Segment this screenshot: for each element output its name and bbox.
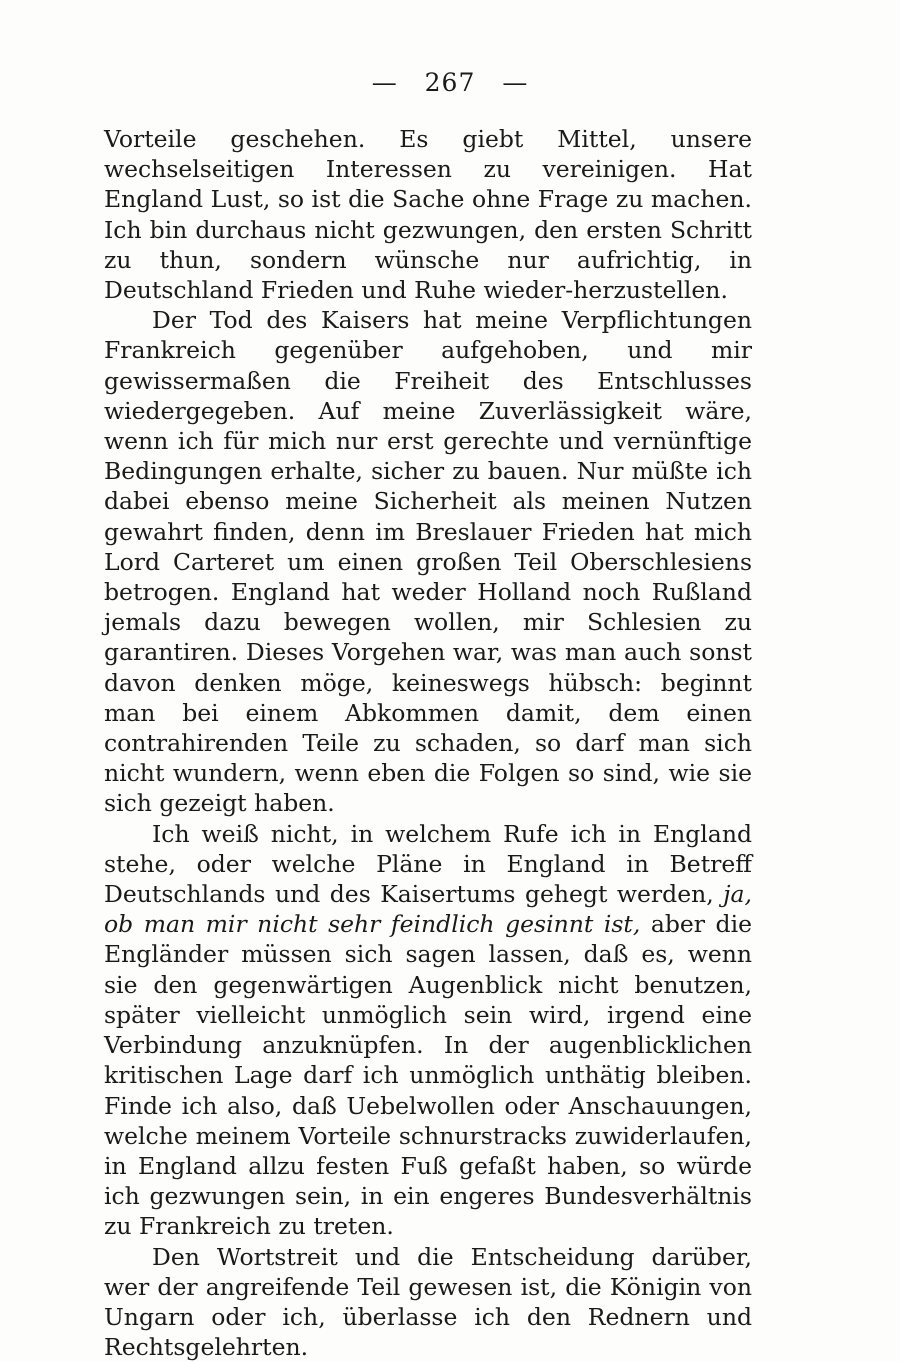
paragraph-2: Der Tod des Kaisers hat meine Verpflichtungen Frankreich gegenüber aufgehoben, und mir gewissermaßen die Freiheit des Entschlusses wiedergegeben. Auf meine Zuverlässigkeit wäre, wenn ich für mich nur erst gerechte und vernünftige Bedingungen erhalte, sicher zu bauen. Nur müßte ich dabei ebenso meine Sicherheit als meinen Nutzen gewahrt finden, denn im Breslauer Frieden hat mich Lord Carteret um einen großen Teil Oberschlesiens betrogen. England hat weder Holland noch Rußland jemals dazu bewegen wollen, mir Schlesien zu garantiren. Dieses Vorgehen war, was man auch sonst davon denken möge, keineswegs hübsch: beginnt man bei einem Abkommen damit, dem einen contrahirenden Teile zu schaden, so darf man sich nicht wundern, wenn eben die Folgen so sind, wie sie sich gezeigt haben. [104, 306, 752, 818]
paragraph-3-text-before: Ich weiß nicht, in welchem Rufe ich in England stehe, oder welche Pläne in England in Betreff Deutschlands und des Kaisertums gehegt werden, [104, 819, 752, 909]
header-dash-right: — [502, 68, 529, 97]
paragraph-4: Den Wortstreit und die Entscheidung darüber, wer der angreifende Teil gewesen ist, die Königin von Ungarn oder ich, überlasse ich den Rednern und Rechtsgelehrten. [104, 1242, 752, 1362]
header-dash-left: — [371, 68, 398, 97]
paragraph-3-text-after: aber die Engländer müssen sich sagen lassen, daß es, wenn sie den gegenwärtigen Augenblick nicht benutzen, später vielleicht unmöglich sein wird, irgend eine Verbindung anzuknüpfen. In der augenblicklichen kritischen Lage darf ich unmöglich unthätig bleiben. Finde ich also, daß Uebelwollen oder Anschauungen, welche meinem Vorteile schnurstracks zuwiderlaufen, in England allzu festen Fuß gefaßt haben, so würde ich gezwungen sein, in ein engeres Bundesverhältnis zu Frankreich zu treten. [104, 910, 752, 1241]
paragraph-1: Vorteile geschehen. Es giebt Mittel, unsere wechselseitigen Interessen zu vereinigen. Hat England Lust, so ist die Sache ohne Frage zu machen. Ich bin durchaus nicht gezwungen, den ersten Schritt zu thun, sondern wünsche nur aufrichtig, in Deutschland Frieden und Ruhe wieder-herzustellen. [104, 125, 752, 305]
body-text [104, 124, 752, 1362]
paragraph-3-emphasis: ja, ob man mir nicht sehr feindlich gesinnt ist, [104, 880, 752, 939]
paragraph-3 [104, 819, 752, 1242]
page-header [0, 68, 900, 97]
page-number: 267 [424, 68, 476, 97]
